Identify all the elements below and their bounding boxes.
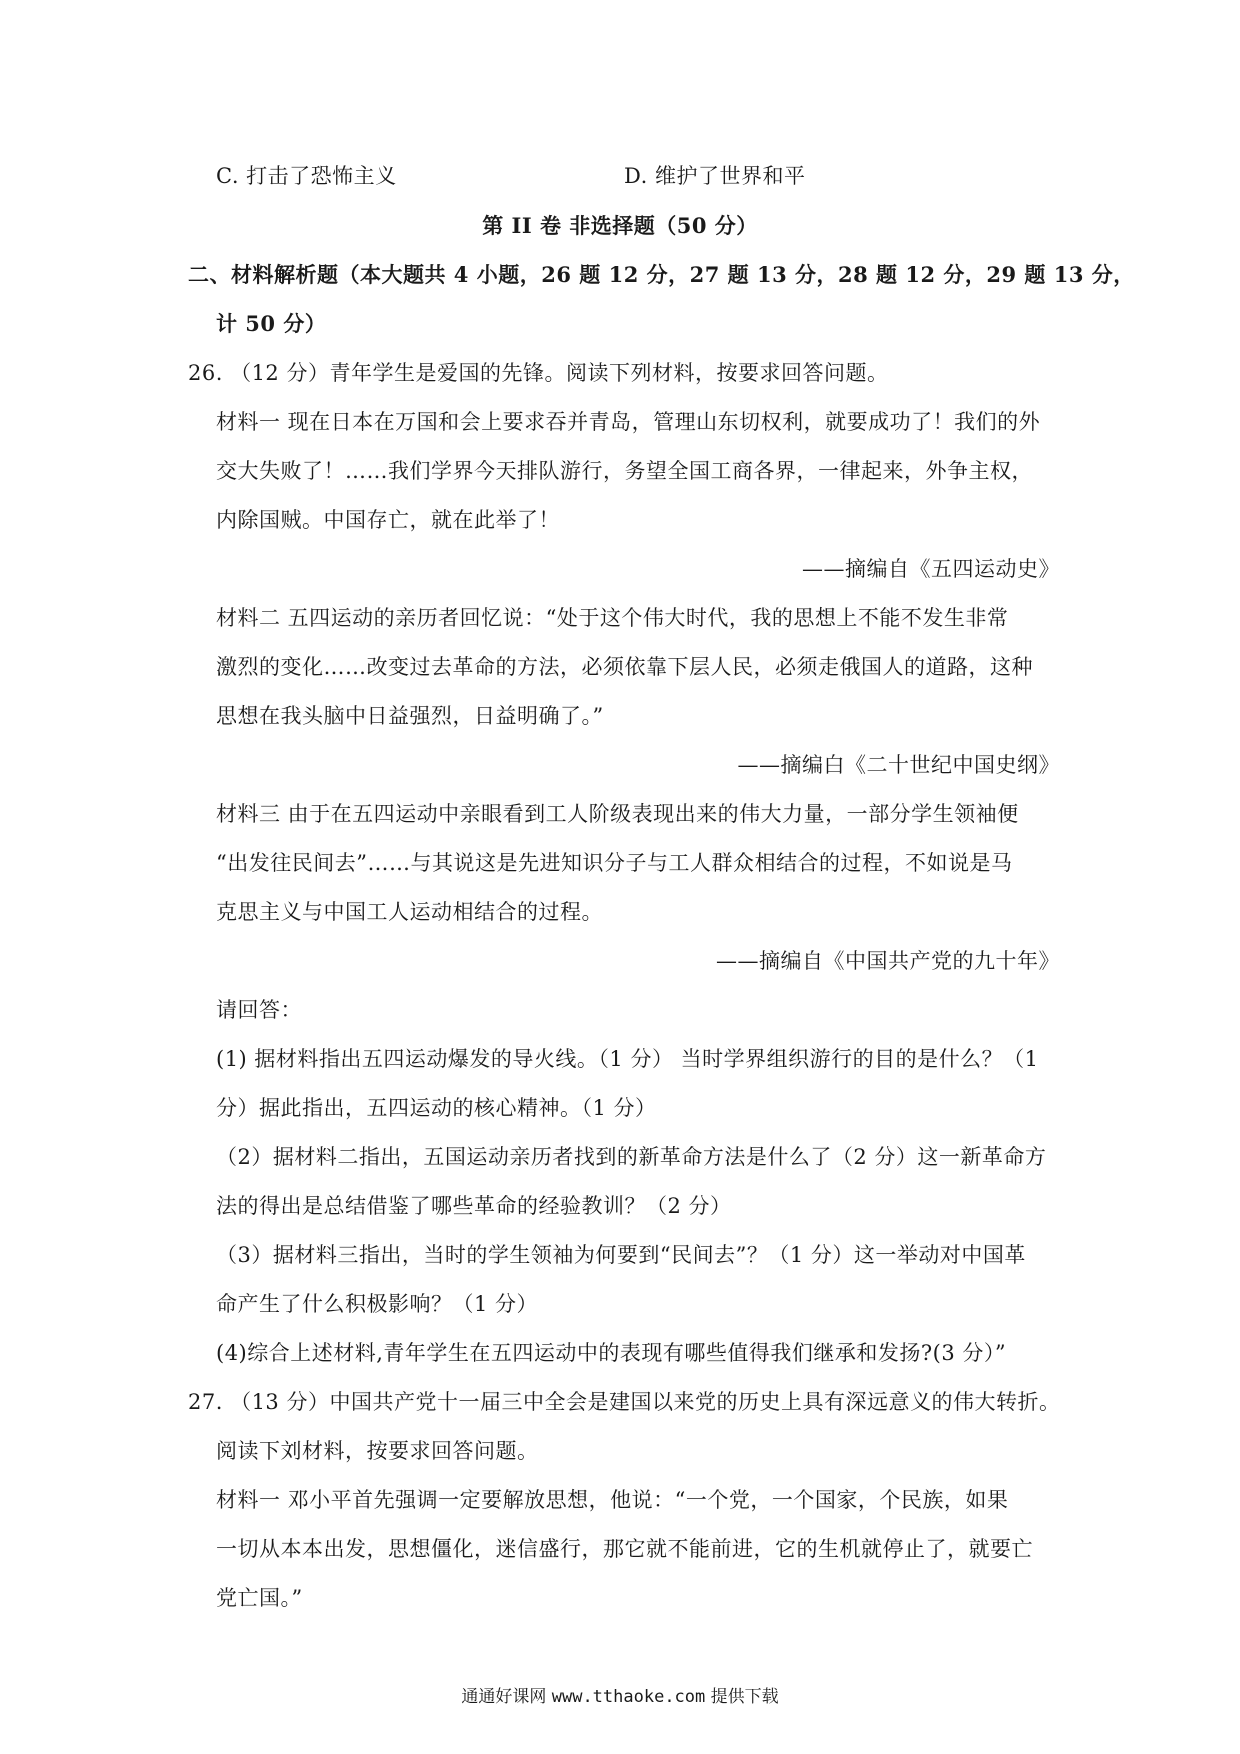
q26-material3-line3: 克思主义与中国工人运动相结合的过程。 xyxy=(216,900,603,924)
q27-material1-line1: 材料一 邓小平首先强调一定要解放思想，他说：“一个党，一个国家，个民族，如果 xyxy=(216,1488,1009,1512)
q26-source3: ——摘编自《中国共产党的九十年》 xyxy=(716,949,1060,973)
q26-material2-line1: 材料二 五四运动的亲历者回忆说：“处于这个伟大时代，我的思想上不能不发生非常 xyxy=(216,606,1009,630)
q26-prompt: 请回答： xyxy=(216,998,302,1022)
q26-material3-line1: 材料三 由于在五四运动中亲眼看到工人阶级表现出来的伟大力量，一部分学生领袖便 xyxy=(216,802,1019,826)
q26-source2: ——摘编白《二十世纪中国史纲》 xyxy=(737,753,1060,777)
section-title: 第 II 卷 非选择题（50 分） xyxy=(482,213,758,238)
footer-url[interactable]: www.tthaoke.com xyxy=(551,1687,706,1707)
q26-question4: (4)综合上述材料,青年学生在五四运动中的表现有哪些值得我们继承和发扬?(3 分）” xyxy=(216,1341,1007,1365)
q26-material1-line3: 内除国贼。中国存亡，就在此举了！ xyxy=(216,508,560,532)
section2-heading-line2: 计 50 分） xyxy=(216,311,327,336)
question-26-intro: 26. （12 分）青年学生是爱国的先锋。阅读下列材料，按要求回答问题。 xyxy=(188,361,889,385)
footer-site-name: 通通好课网 xyxy=(461,1687,547,1707)
question-27-intro-line2: 阅读下刘材料，按要求回答问题。 xyxy=(216,1439,539,1463)
q26-material2-line3: 思想在我头脑中日益强烈，日益明确了。” xyxy=(216,704,604,728)
q26-question2-line2: 法的得出是总结借鉴了哪些革命的经验教训？（2 分） xyxy=(216,1194,732,1218)
q26-material3-line2: “出发往民间去”……与其说这是先进知识分子与工人群众相结合的过程，不如说是马 xyxy=(216,851,1013,875)
option-d: D. 维护了世界和平 xyxy=(624,164,806,188)
q26-material2-line2: 激烈的变化……改变过去革命的方法，必须依靠下层人民，必须走俄国人的道路，这种 xyxy=(216,655,1033,679)
q26-question3-line2: 命产生了什么积极影响？（1 分） xyxy=(216,1292,539,1316)
q26-question1-line2: 分）据此指出，五四运动的核心精神。（1 分） xyxy=(216,1096,657,1120)
q26-question2-line1: （2）据材料二指出，五国运动亲历者找到的新革命方法是什么了（2 分）这一新革命方 xyxy=(216,1145,1047,1169)
section2-heading-line1: 二、材料解析题（本大题共 4 小题，26 题 12 分，27 题 13 分，28 题 12 分，29 题 13 分， xyxy=(188,262,1135,287)
page-footer xyxy=(0,1686,1240,1708)
q26-material1-line1: 材料一 现在日本在万国和会上要求吞并青岛，管理山东切权利，就要成功了！我们的外 xyxy=(216,410,1041,434)
q26-question1-line1: (1) 据材料指出五四运动爆发的导火线。（1 分） 当时学界组织游行的目的是什么？（1 xyxy=(216,1047,1039,1071)
q27-material1-line2: 一切从本本出发，思想僵化，迷信盛行，那它就不能前进，它的生机就停止了，就要亡 xyxy=(216,1537,1033,1561)
q26-material1-line2: 交大失败了！……我们学界今天排队游行，务望全国工商各界，一律起来，外争主权， xyxy=(216,459,1033,483)
question-27-intro-line1: 27. （13 分）中国共产党十一届三中全会是建国以来党的历史上具有深远意义的伟大转折。 xyxy=(188,1390,1061,1414)
q26-question3-line1: （3）据材料三指出，当时的学生领袖为何要到“民间去”？（1 分）这一举动对中国革 xyxy=(216,1243,1026,1267)
footer-suffix: 提供下载 xyxy=(710,1687,779,1707)
q27-material1-line3: 党亡国。” xyxy=(216,1586,303,1610)
option-c: C. 打击了恐怖主义 xyxy=(216,164,397,188)
q26-source1: ——摘编自《五四运动史》 xyxy=(802,557,1060,581)
